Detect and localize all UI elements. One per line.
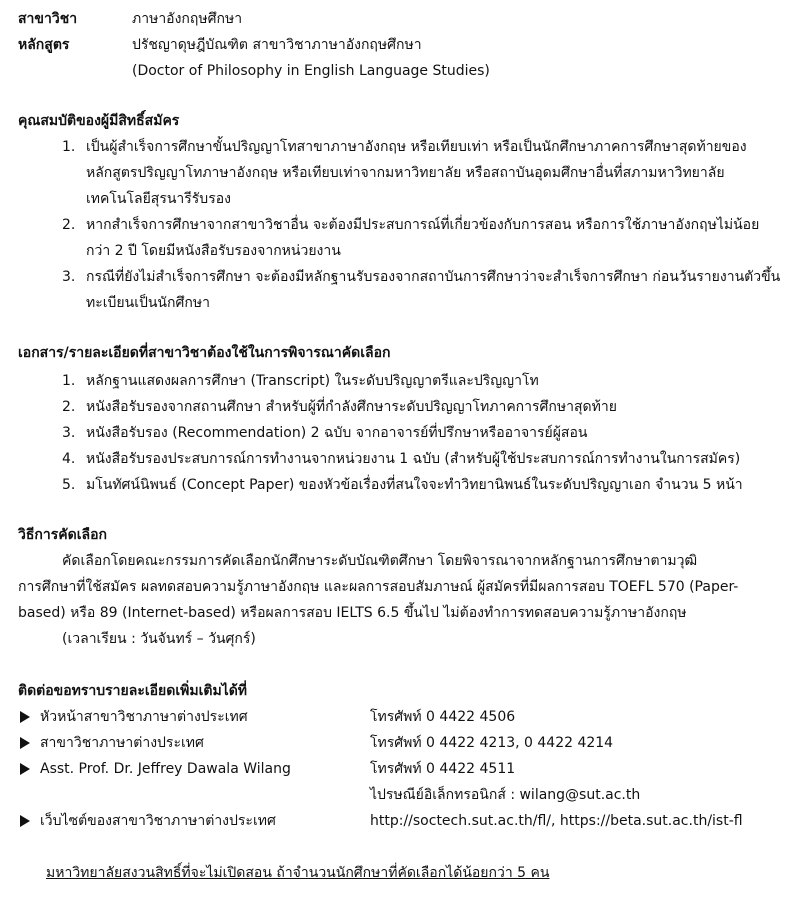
arrow-bullet-icon [20,711,30,723]
document-number: 5. [62,477,76,493]
arrow-bullet-icon [20,763,30,775]
selection-line: based) หรือ 89 (Internet-based) หรือผลการสอบ IELTS 6.5 ขึ้นไป ไม่ต้องทำการทดสอบความรู้ภาษาอังกฤษ [18,605,687,621]
contact-label: Asst. Prof. Dr. Jeffrey Dawala Wilang [40,761,291,777]
qualification-line: หากสำเร็จการศึกษาจากสาขาวิชาอื่น จะต้องมีประสบการณ์ที่เกี่ยวข้องกับการสอน หรือการใช้ภาษาอังกฤษไม่น้อย [86,217,760,233]
document-item: หนังสือรับรอง (Recommendation) 2 ฉบับ จากอาจารย์ที่ปรึกษาหรืออาจารย์ผู้สอน [86,425,588,441]
contact-phone: โทรศัพท์ 0 4422 4213, 0 4422 4214 [370,735,614,751]
qualification-line: ทะเบียนเป็นนักศึกษา [86,295,210,311]
qualification-line: กว่า 2 ปี โดยมีหนังสือรับรองจากหน่วยงาน [86,243,341,259]
document-item: หนังสือรับรองจากสถานศึกษา สำหรับผู้ที่กำลังศึกษาระดับปริญญาโทภาคการศึกษาสุดท้าย [86,399,617,415]
document-item: มโนทัศน์นิพนธ์ (Concept Paper) ของหัวข้อเรื่องที่สนใจจะทำวิทยานิพนธ์ในระดับปริญญาเอก จำนวน 5 หน้า [86,477,743,493]
qualifications-heading: คุณสมบัติของผู้มีสิทธิ์สมัคร [18,113,180,129]
selection-line: (เวลาเรียน : วันจันทร์ – วันศุกร์) [62,631,256,647]
contact-label: หัวหน้าสาขาวิชาภาษาต่างประเทศ [40,709,248,725]
qualification-line: เทคโนโลยีสุรนารีรับรอง [86,191,231,207]
selection-line: คัดเลือกโดยคณะกรรมการคัดเลือกนักศึกษาระดับบัณฑิตศึกษา โดยพิจารณาจากหลักฐานการศึกษาตามวุฒิ [62,553,698,569]
document-number: 4. [62,451,76,467]
qualification-line: เป็นผู้สำเร็จการศึกษาขั้นปริญญาโทสาขาภาษาอังกฤษ หรือเทียบเท่า หรือเป็นนักศึกษาภาคการศึกษาสุดท้ายของ [86,139,747,155]
contact-heading: ติดต่อขอทราบรายละเอียดเพิ่มเติมได้ที่ [18,683,248,699]
qualification-number: 3. [62,269,76,285]
arrow-bullet-icon [20,815,30,827]
qualification-number: 1. [62,139,76,155]
website-link[interactable]: http://soctech.sut.ac.th/fl/, https://beta.sut.ac.th/ist-fl [370,813,743,829]
documents-heading: เอกสาร/รายละเอียดที่สาขาวิชาต้องใช้ในการพิจารณาคัดเลือก [18,345,391,361]
major-label: สาขาวิชา [18,11,78,27]
document-number: 3. [62,425,76,441]
qualification-line: กรณีที่ยังไม่สำเร็จการศึกษา จะต้องมีหลักฐานรับรองจากสถาบันการศึกษาว่าจะสำเร็จการศึกษา ก่อนวันรายงานตัวขึ้น [86,269,781,285]
contact-label: สาขาวิชาภาษาต่างประเทศ [40,735,204,751]
qualification-line: หลักสูตรปริญญาโทภาษาอังกฤษ หรือเทียบเท่าจากมหาวิทยาลัย หรือสถาบันอุดมศึกษาอื่นที่สภามหาวิทยาลัย [86,165,725,181]
qualification-number: 2. [62,217,76,233]
document-number: 2. [62,399,76,415]
document-item: หลักฐานแสดงผลการศึกษา (Transcript) ในระดับปริญญาตรีและปริญญาโท [86,373,539,389]
curriculum-label: หลักสูตร [18,37,70,53]
contact-label: เว็บไซต์ของสาขาวิชาภาษาต่างประเทศ [40,813,276,829]
arrow-bullet-icon [20,737,30,749]
contact-phone: โทรศัพท์ 0 4422 4506 [370,709,516,725]
contact-phone: โทรศัพท์ 0 4422 4511 [370,761,516,777]
document-number: 1. [62,373,76,389]
contact-email[interactable]: ไปรษณีย์อิเล็กทรอนิกส์ : wilang@sut.ac.th [370,787,641,803]
document-item: หนังสือรับรองประสบการณ์การทำงานจากหน่วยงาน 1 ฉบับ (สำหรับผู้ใช้ประสบการณ์การทำงานในการสมัคร) [86,451,741,467]
selection-line: การศึกษาที่ใช้สมัคร ผลทดสอบความรู้ภาษาอังกฤษ และผลการสอบสัมภาษณ์ ผู้สมัครที่มีผลการสอบ TOEFL 570 (Paper- [18,579,739,595]
notice-text: มหาวิทยาลัยสงวนสิทธิ์ที่จะไม่เปิดสอน ถ้าจำนวนนักศึกษาที่คัดเลือกได้น้อยกว่า 5 คน [46,865,550,881]
selection-heading: วิธีการคัดเลือก [18,527,107,543]
major-value: ภาษาอังกฤษศึกษา [132,11,243,27]
curriculum-english: (Doctor of Philosophy in English Language Studies) [132,63,490,79]
curriculum-value: ปรัชญาดุษฎีบัณฑิต สาขาวิชาภาษาอังกฤษศึกษา [132,37,422,53]
